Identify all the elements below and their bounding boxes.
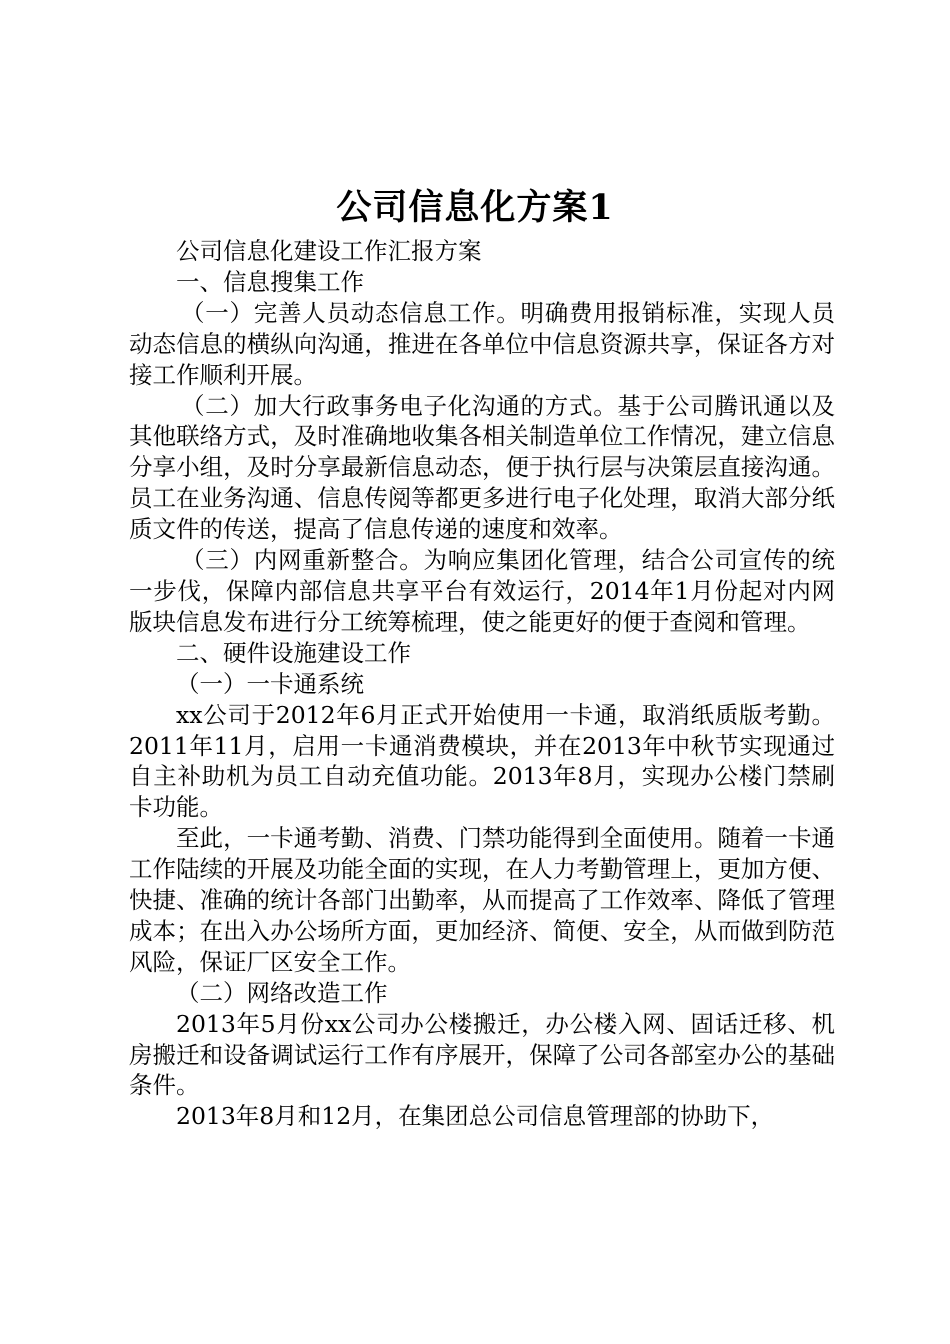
paragraph-report-heading: 公司信息化建设工作汇报方案: [176, 237, 482, 265]
document-title: 公司信息化方案1: [336, 187, 614, 228]
subheading-network-upgrade: （二）网络改造工作: [176, 978, 388, 1007]
paragraph-intranet-integration: （三）内网重新整合。为响应集团化管理，结合公司宣传的统一步伐，保障内部信息共享平台有效运行，2014年1月份起对内网版块信息发布进行分工统筹梳理，使之能更好的便于查阅和管理。: [129, 546, 835, 636]
paragraph-personnel-info: （一）完善人员动态信息工作。明确费用报销标准，实现人员动态信息的横纵向沟通，推进在各单位中信息资源共享，保证各方对接工作顺利开展。: [129, 298, 835, 389]
paragraph-electronic-communication: （二）加大行政事务电子化沟通的方式。基于公司腾讯通以及其他联络方式，及时准确地收集各相关制造单位工作情况，建立信息分享小组，及时分享最新信息动态，便于执行层与决策层直接沟通。员工在业务沟通、信息传阅等都更多进行电子化处理，取消大部分纸质文件的传送，提高了信息传递的速度和效率。: [129, 391, 835, 544]
subheading-card-system: （一）一卡通系统: [176, 669, 364, 698]
paragraph-card-system-history: xx公司于2012年6月正式开始使用一卡通，取消纸质版考勤。2011年11月，启用一卡通消费模块，并在2013年中秋节实现通过自主补助机为员工自动充值功能。2013年8月，实现办公楼门禁刷卡功能。: [129, 700, 835, 822]
section-heading-hardware: 二、硬件设施建设工作: [176, 638, 411, 667]
paragraph-network-continuation: 2013年8月和12月，在集团总公司信息管理部的协助下，: [176, 1102, 775, 1131]
paragraph-office-relocation: 2013年5月份xx公司办公楼搬迁，办公楼入网、固话迁移、机房搬迁和设备调试运行工作有序展开，保障了公司各部室办公的基础条件。: [129, 1009, 835, 1100]
section-heading-info-collection: 一、信息搜集工作: [176, 267, 364, 296]
paragraph-card-system-results: 至此，一卡通考勤、消费、门禁功能得到全面使用。随着一卡通工作陆续的开展及功能全面的实现，在人力考勤管理上，更加方便、快捷、准确的统计各部门出勤率，从而提高了工作效率、降低了管理成本；在出入办公场所方面，更加经济、简便、安全，从而做到防范风险，保证厂区安全工作。: [129, 824, 835, 976]
document-body: [129, 236, 835, 1132]
